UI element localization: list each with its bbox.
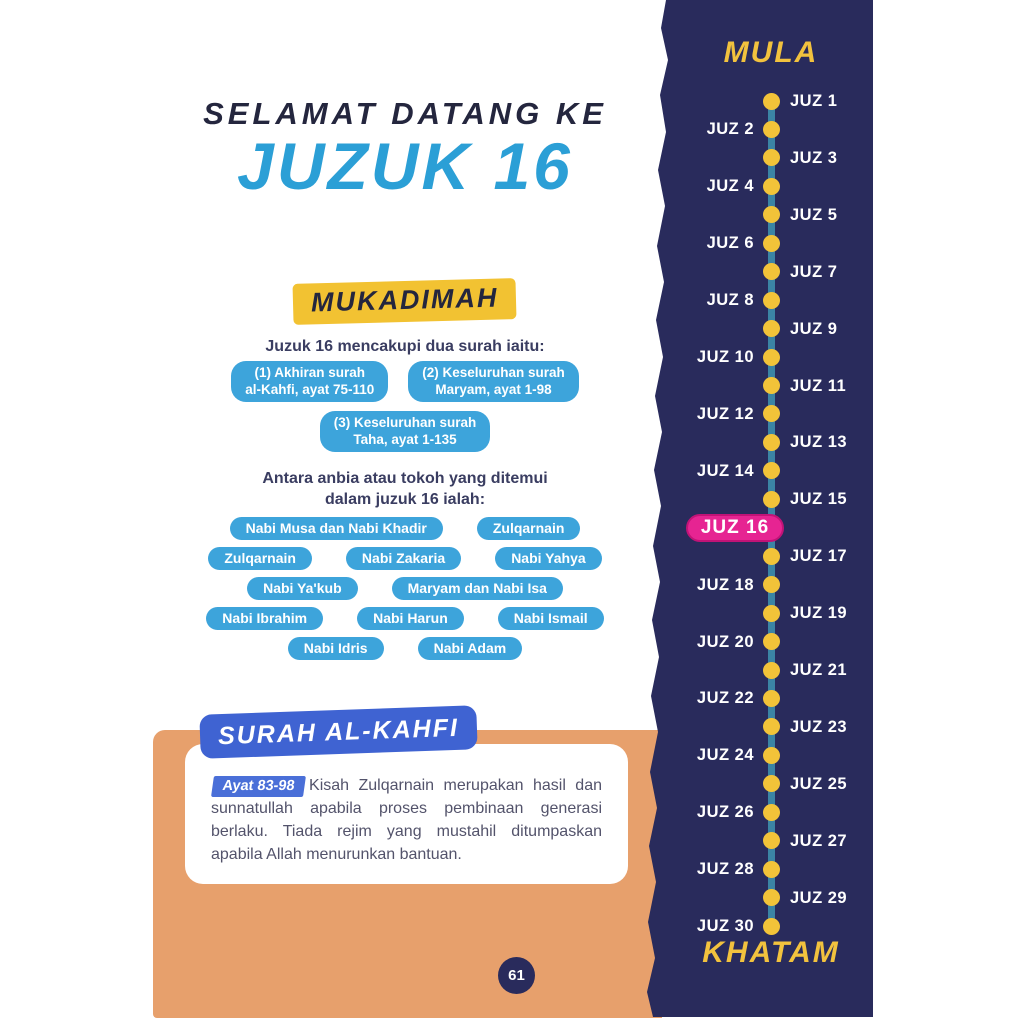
mula-label: MULA [723, 36, 819, 69]
page-number-badge: 61 [498, 957, 535, 994]
juz-dot [763, 263, 780, 280]
tokoh-pill-list [165, 517, 645, 660]
surah-pill-row [320, 411, 491, 452]
mukadimah-badge: MUKADIMAH [293, 278, 517, 325]
mukadimah-wrap [165, 281, 645, 322]
juz-dot [763, 93, 780, 110]
juz-label[interactable]: JUZ 8 [706, 291, 754, 310]
tokoh-pill: Nabi Ismail [498, 607, 604, 630]
surah-range-pill: (2) Keseluruhan surah Maryam, ayat 1-98 [408, 361, 579, 402]
juz-dot [763, 918, 780, 935]
juz-dot [763, 832, 780, 849]
tokoh-pill: Nabi Ya'kub [247, 577, 358, 600]
juz-label[interactable]: JUZ 21 [790, 661, 848, 679]
tokoh-pill: Zulqarnain [477, 517, 581, 540]
khatam-label: KHATAM [702, 936, 840, 969]
juz-label[interactable]: JUZ 26 [696, 803, 754, 822]
juz-dot [763, 149, 780, 166]
tokoh-pill-row [247, 577, 563, 600]
juz-label[interactable]: JUZ 12 [696, 404, 754, 423]
juz-dot [763, 576, 780, 593]
juz-dot [763, 178, 780, 195]
juz-label[interactable]: JUZ 11 [790, 376, 847, 395]
tokoh-pill-row [230, 517, 581, 540]
tokoh-intro-text [165, 468, 645, 510]
juzuk-title: JUZUK 16 [237, 129, 573, 203]
tokoh-pill: Nabi Adam [418, 637, 523, 660]
tokoh-pill-row [208, 547, 601, 570]
juz-dot [763, 775, 780, 792]
juz-label[interactable]: JUZ 19 [790, 604, 848, 623]
tokoh-pill: Nabi Ibrahim [206, 607, 323, 630]
tokoh-pill: Nabi Zakaria [346, 547, 461, 570]
juz-label[interactable]: JUZ 20 [696, 632, 754, 651]
tokoh-pill: Nabi Idris [288, 637, 384, 660]
juz-label[interactable]: JUZ 28 [696, 860, 754, 879]
juz-dot [763, 462, 780, 479]
juz-dot [763, 292, 780, 309]
juz-label[interactable]: JUZ 17 [790, 547, 848, 566]
surah-range-pill: (1) Akhiran surah al-Kahfi, ayat 75-110 [231, 361, 388, 402]
juz-dot [763, 349, 780, 366]
tokoh-pill: Zulqarnain [208, 547, 312, 570]
juz-label[interactable]: JUZ 18 [696, 575, 754, 594]
juz-dot [763, 235, 780, 252]
juz-dot [763, 548, 780, 565]
tokoh-pill-row [288, 637, 522, 660]
tokoh-intro-line2: dalam juzuk 16 ialah: [324, 491, 486, 508]
juz-dot [763, 633, 780, 650]
juz-label[interactable]: JUZ 5 [790, 205, 838, 224]
tokoh-pill: Nabi Yahya [495, 547, 601, 570]
juz-dot [763, 377, 780, 394]
juz-dot [763, 405, 780, 422]
juz-label[interactable]: JUZ 2 [706, 120, 754, 139]
juz-label[interactable]: JUZ 29 [790, 888, 848, 907]
juz-dot [763, 718, 780, 735]
juz-label[interactable]: JUZ 23 [790, 717, 848, 736]
juz-dot [763, 605, 780, 622]
juz-dot [763, 804, 780, 821]
juz-label[interactable]: JUZ 1 [790, 92, 838, 110]
tokoh-pill: Nabi Harun [357, 607, 464, 630]
main-content [165, 0, 645, 1024]
juz-label[interactable]: JUZ 30 [696, 917, 754, 936]
juz-label[interactable]: JUZ 13 [790, 433, 848, 452]
juz-label[interactable]: JUZ 6 [706, 234, 754, 253]
juz-label[interactable]: JUZ 14 [696, 461, 754, 480]
juz-label[interactable]: JUZ 3 [790, 148, 838, 167]
tokoh-pill: Maryam dan Nabi Isa [392, 577, 563, 600]
surah-pill-list [165, 361, 645, 452]
juz-dot [763, 889, 780, 906]
ayat-range-tag: Ayat 83-98 [211, 776, 306, 797]
juz-label[interactable]: JUZ 15 [790, 490, 848, 509]
juz-dot [763, 491, 780, 508]
juz-label[interactable]: JUZ 10 [696, 348, 754, 367]
tokoh-pill-row [206, 607, 603, 630]
juz-label[interactable]: JUZ 7 [790, 262, 838, 281]
juz-dot [763, 662, 780, 679]
juz-dot [763, 320, 780, 337]
juz-dot [763, 206, 780, 223]
surah-range-pill: (3) Keseluruhan surah Taha, ayat 1-135 [320, 411, 491, 452]
juz-label[interactable]: JUZ 25 [790, 774, 848, 793]
tokoh-intro-line1: Antara anbia atau tokoh yang ditemui [262, 470, 548, 487]
juz-dot [763, 861, 780, 878]
surah-alkahfi-badge: SURAH AL-KAHFI [199, 705, 477, 759]
juz-dot [763, 434, 780, 451]
kisah-body-text: Kisah Zulqarnain merupakan hasil dan sunnatullah apabila proses pembinaan generasi berlaku. Tiada rejim yang mustahil ditumpaskan apabila Allah menurunkan bantuan. [211, 777, 602, 863]
juz-label[interactable]: JUZ 9 [790, 319, 838, 338]
intro-text: Juzuk 16 mencakupi dua surah iaitu: [265, 338, 545, 355]
welcome-heading: SELAMAT DATANG KE [203, 96, 607, 131]
surah-pill-row [231, 361, 579, 402]
juz-label[interactable]: JUZ 4 [706, 177, 754, 196]
tokoh-pill: Nabi Musa dan Nabi Khadir [230, 517, 443, 540]
juz-current-pill[interactable]: JUZ 16 [686, 514, 784, 542]
juz-label[interactable]: JUZ 22 [696, 689, 754, 708]
juz-dot [763, 690, 780, 707]
juz-dot [763, 747, 780, 764]
juz-label[interactable]: JUZ 24 [696, 746, 754, 765]
juz-dot [763, 121, 780, 138]
juz-label[interactable]: JUZ 27 [790, 831, 848, 850]
